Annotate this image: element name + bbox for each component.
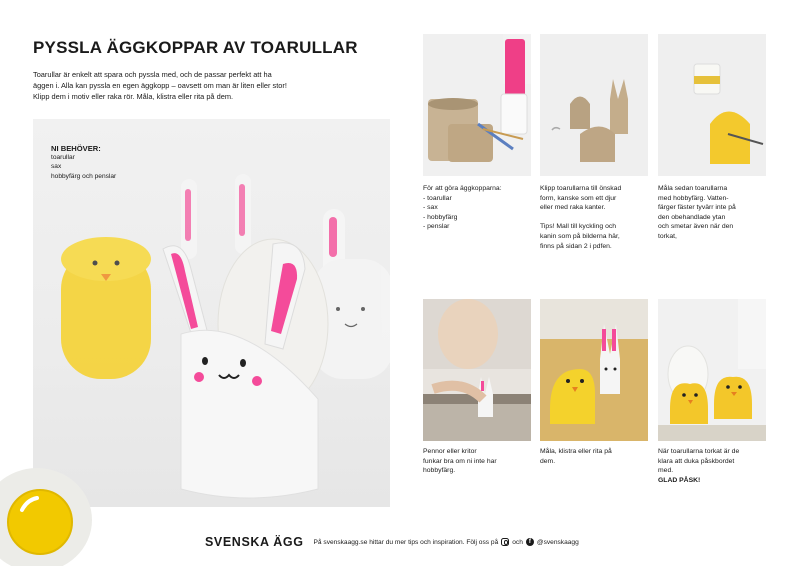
caption-line: färger fäster tyvärr inte på [658, 204, 736, 212]
step-caption-2 [540, 184, 650, 251]
instagram-icon[interactable] [501, 538, 509, 546]
brand-name: SVENSKA ÄGG [205, 535, 304, 549]
step-caption-1 [423, 184, 533, 232]
caption-line: hobbyfärg. [423, 467, 456, 475]
step-caption-6 [658, 447, 768, 485]
caption-line [540, 213, 650, 223]
intro-line: Toarullar är enkelt att spara och pyssla med, och de passar perfekt att ha [33, 70, 272, 79]
step-photo-draw [423, 299, 531, 441]
caption-line: Klipp toarullarna till önskad [540, 185, 622, 192]
hero-photo [33, 119, 390, 507]
caption-line: När toarullarna torkat är de [658, 448, 740, 455]
footer [205, 535, 579, 549]
page-title: PYSSLA ÄGGKOPPAR AV TOARULLAR [33, 38, 358, 57]
caption-line: med hobbyfärg. Vatten- [658, 194, 729, 202]
intro-line: Klipp dem i motiv eller raka rör. Måla, klistra eller rita på dem. [33, 91, 234, 101]
caption-line: den obehandlade ytan [658, 213, 726, 221]
caption-line: klara att duka påskbordet [658, 457, 735, 465]
caption-line: GLAD PÅSK! [658, 476, 701, 484]
caption-line: - hobbyfärg [423, 213, 458, 221]
footer-message: På svenskaagg.se hittar du mer tips och inspiration. Följ oss på [313, 538, 499, 546]
needs-item: hobbyfärg och penslar [51, 172, 117, 180]
caption-line: - toarullar [423, 194, 452, 202]
caption-line: För att göra äggkopparna: [423, 185, 502, 192]
fried-egg-logo [0, 460, 92, 566]
caption-line: eller med raka kanter. [540, 204, 606, 212]
caption-line: funkar bra om ni inte har [423, 457, 497, 465]
step-caption-5 [540, 447, 650, 466]
caption-line: - penslar [423, 223, 450, 231]
step-photo-decorate [540, 299, 648, 441]
caption-line: kanin som på bilderna här, [540, 232, 620, 240]
social-handle[interactable]: @svenskaagg [536, 538, 579, 546]
caption-line: Måla sedan toarullarna [658, 185, 728, 192]
footer-and: och [512, 538, 523, 546]
caption-line: Tips! Mall till kyckling och [540, 223, 617, 231]
caption-line: finns på sidan 2 i pdfen. [540, 242, 612, 250]
needs-item: toarullar [51, 154, 75, 162]
step-caption-4 [423, 447, 533, 476]
footer-text [314, 538, 579, 546]
facebook-icon[interactable]: f [526, 538, 534, 546]
intro-text [33, 70, 393, 102]
caption-line: och smetar även när den [658, 223, 734, 231]
needs-list [51, 144, 116, 181]
intro-line: äggen i. Alla kan pyssla en egen äggkopp – oavsett om man är liten eller stor! [33, 80, 287, 90]
step-photo-materials [423, 34, 531, 176]
caption-line: - sax [423, 204, 438, 212]
caption-line: torkat, [658, 232, 677, 240]
caption-line: dem. [540, 457, 556, 465]
step-caption-3 [658, 184, 768, 242]
caption-line: Måla, klistra eller rita på [540, 448, 612, 455]
caption-line: med. [658, 467, 674, 475]
step-photo-cut [540, 34, 648, 176]
step-photo-finished [658, 299, 766, 441]
caption-line: Pennor eller kritor [423, 448, 477, 455]
step-photo-paint [658, 34, 766, 176]
needs-item: sax [51, 163, 62, 171]
needs-heading: NI BEHÖVER: [51, 144, 101, 153]
caption-line: form, kanske som ett djur [540, 194, 617, 202]
